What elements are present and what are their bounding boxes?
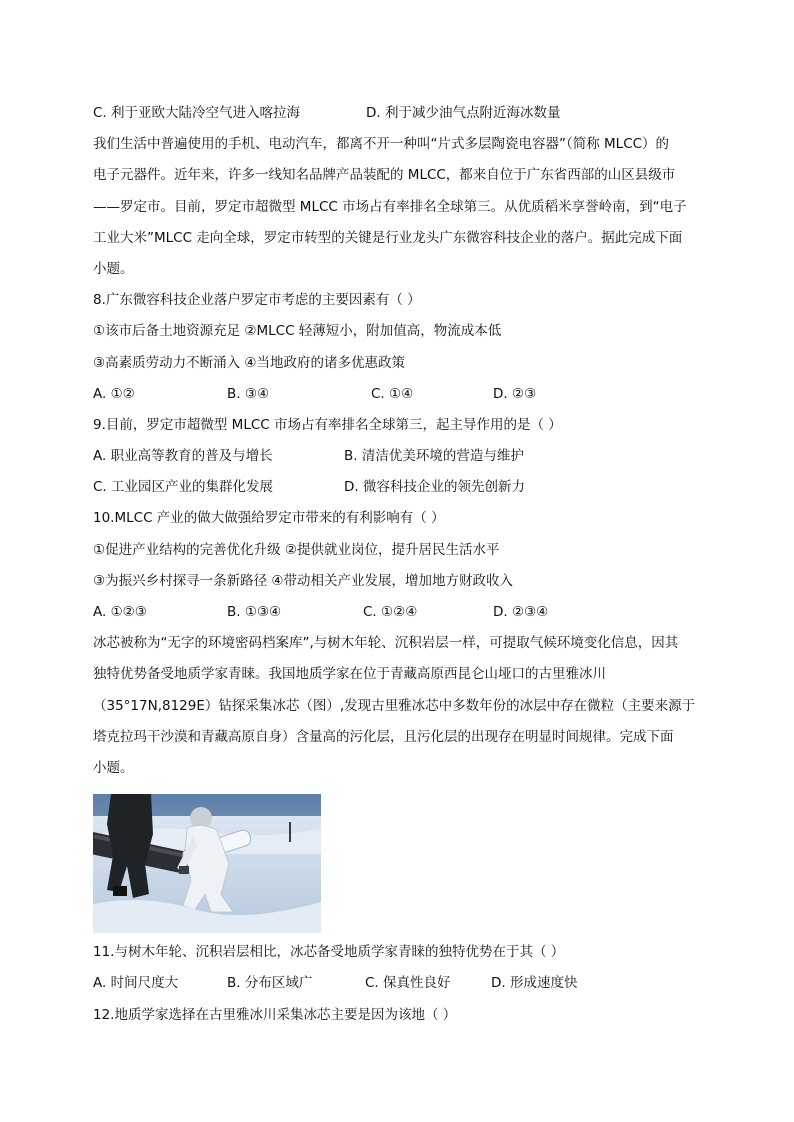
option-c[interactable]: C. ①④ xyxy=(371,385,414,402)
exam-page xyxy=(93,98,705,1031)
question-11 xyxy=(93,937,705,999)
passage-line: 电子元器件。近年来，许多一线知名品牌产品装配的 MLCC，都来自位于广东省西部的山区县级市 xyxy=(93,167,676,184)
question-stem: 12.地质学家选择在古里雅冰川采集冰芯主要是因为该地（ ） xyxy=(93,1006,457,1023)
passage-line: ——罗定市。目前，罗定市超微型 MLCC 市场占有率排名全球第三。从优质稻米享誉岭南，到“电子 xyxy=(93,198,687,215)
answer-options xyxy=(93,379,705,410)
question-10 xyxy=(93,503,705,628)
ice-core-drilling-photo xyxy=(93,794,321,933)
option-d[interactable]: D. 形成速度快 xyxy=(491,975,578,992)
question-8 xyxy=(93,285,705,410)
answer-options xyxy=(93,968,705,999)
option-c[interactable]: C. ①②④ xyxy=(363,604,418,620)
option-a[interactable]: A. 时间尺度大 xyxy=(93,975,179,992)
option-b[interactable]: B. 分布区域广 xyxy=(227,975,313,992)
passage-line: 我们生活中普遍使用的手机、电动汽车，都离不开一种叫“片式多层陶瓷电容器”（简称 MLCC）的 xyxy=(93,136,670,153)
question-stem: 11.与树木年轮、沉积岩层相比，冰芯备受地质学家青睐的独特优势在于其（ ） xyxy=(93,944,565,961)
passage-line: 塔克拉玛干沙漠和青藏高原自身）含量高的污化层，且污化层的出现存在明显时间规律。完成下面 xyxy=(93,728,674,745)
option-a[interactable]: A. ①②③ xyxy=(93,604,147,620)
passage-line: 冰芯被称为“无字的环境密码档案库”,与树木年轮、沉积岩层一样，可提取气候环境变化信息，因其 xyxy=(93,635,679,652)
statement-line: ①该市后备土地资源充足 ②MLCC 轻薄短小，附加值高，物流成本低 xyxy=(93,323,502,340)
option-b[interactable]: B. ③④ xyxy=(227,385,270,402)
option-b[interactable]: B. ①③④ xyxy=(227,604,282,620)
statement-line: ③为振兴乡村探寻一条新路径 ④带动相关产业发展，增加地方财政收入 xyxy=(93,572,513,589)
passage-ice-core xyxy=(93,628,705,784)
passage-line: （35°17N,8129E）钻探采集冰芯（图）,发现古里雅冰芯中多数年份的冰层中存在微粒（主要来源于 xyxy=(93,697,696,714)
option-a[interactable]: A. 职业高等教育的普及与增长 xyxy=(93,448,273,465)
passage-line: 小题。 xyxy=(93,759,134,776)
passage-line: 小题。 xyxy=(93,260,134,277)
option-a[interactable]: A. ①② xyxy=(93,385,135,402)
answer-options xyxy=(93,441,705,472)
option-c[interactable]: C. 保真性良好 xyxy=(365,975,451,992)
option-c[interactable]: C. 工业园区产业的集群化发展 xyxy=(93,479,274,496)
statement-line: ①促进产业结构的完善优化升级 ②提供就业岗位，提升居民生活水平 xyxy=(93,541,500,558)
option-d: D. 利于减少油气点附近海冰数量 xyxy=(366,105,561,121)
question-12 xyxy=(93,1000,705,1031)
option-d[interactable]: D. ②③ xyxy=(493,385,537,402)
question-stem: 8.广东微容科技企业落户罗定市考虑的主要因素有（ ） xyxy=(93,292,421,309)
statement-line: ③高素质劳动力不断涌入 ④当地政府的诸多优惠政策 xyxy=(93,354,405,371)
answer-options xyxy=(93,597,705,628)
prev-question-options xyxy=(93,98,705,129)
passage-mlcc xyxy=(93,129,705,285)
option-d[interactable]: D. ②③④ xyxy=(493,604,549,620)
passage-line: 独特优势备受地质学家青睐。我国地质学家在位于青藏高原西昆仑山垭口的古里雅冰川 xyxy=(93,666,606,683)
option-c: C. 利于亚欧大陆冷空气进入喀拉海 xyxy=(93,105,301,121)
option-d[interactable]: D. 微容科技企业的领先创新力 xyxy=(344,479,525,496)
question-9 xyxy=(93,410,705,504)
answer-options xyxy=(93,472,705,503)
option-b[interactable]: B. 清洁优美环境的营造与维护 xyxy=(344,448,524,465)
question-stem: 10.MLCC 产业的做大做强给罗定市带来的有利影响有（ ） xyxy=(93,510,445,527)
passage-line: 工业大米”MLCC 走向全球，罗定市转型的关键是行业龙头广东微容科技企业的落户。据此完成下面 xyxy=(93,229,683,246)
question-stem: 9.目前，罗定市超微型 MLCC 市场占有率排名全球第三，起主导作用的是（ ） xyxy=(93,416,562,433)
